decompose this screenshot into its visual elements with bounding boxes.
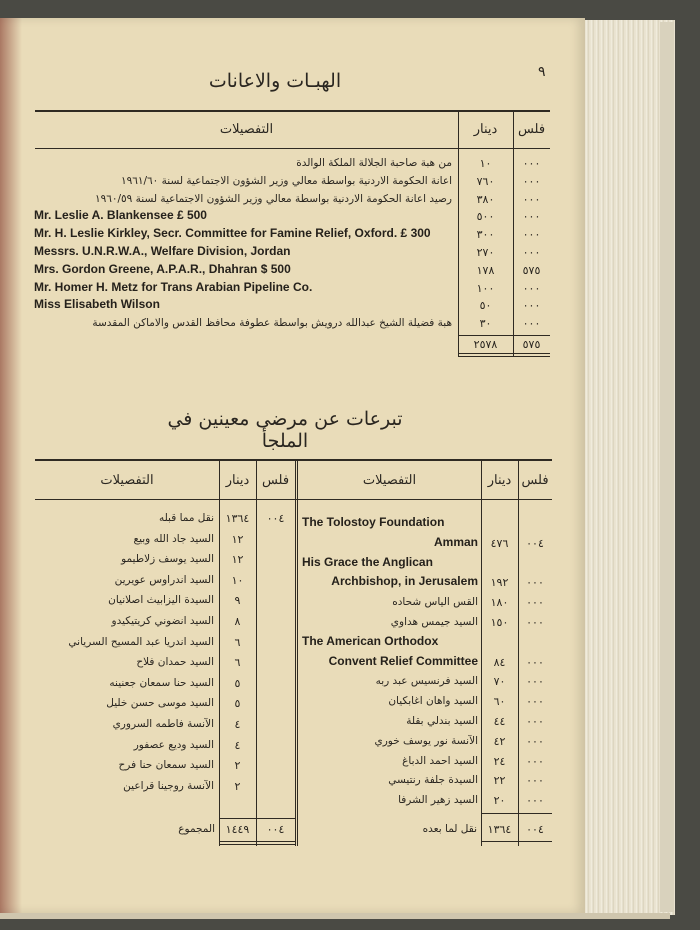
table2-right-fils-cell: ٠٠٠ — [526, 596, 544, 610]
table2-right-header-details: التفصيلات — [362, 473, 417, 488]
table1-detail-cell: Mr. Leslie A. Blankensee £ 500 — [34, 208, 207, 223]
table2-left-fils-cell: ٠٠٤ — [266, 512, 285, 525]
table2-top-rule — [35, 459, 552, 461]
table2-right-dinar-cell: ٢٠ — [493, 794, 506, 808]
table1-fils-cell: ٠٠٠ — [522, 174, 541, 188]
table2-left-dinar-cell: ١٢ — [231, 532, 244, 546]
table2-left-detail-cell: السيد سمعان حنا فرح — [118, 759, 214, 772]
table2-right-detail-line: القس الياس شحاده — [392, 596, 478, 609]
page-number: ٩ — [538, 64, 546, 80]
table2-right-fils-cell: ٠٠٠ — [526, 734, 544, 748]
table2-left-dinar-cell: ٥ — [234, 676, 241, 690]
table2-left-total-rule-bottom2 — [219, 844, 296, 845]
table2-right-dinar-cell: ٢٤ — [493, 754, 506, 768]
table2-left-dinar-cell: ٥ — [234, 697, 241, 711]
table1-detail-cell: Miss Elisabeth Wilson — [34, 297, 160, 312]
table2-right-fils-cell: ٠٠٠ — [526, 754, 544, 768]
table2-right-detail-line: Archbishop, in Jerusalem — [331, 574, 478, 589]
table2-left-col-rule-3 — [295, 461, 296, 846]
table2-left-dinar-cell: ٤ — [234, 718, 241, 731]
table1-fils-cell: ٠٠٠ — [522, 246, 541, 259]
table2-right-total-dinar: ١٣٦٤ — [487, 823, 512, 836]
table1-dinar-cell: ١٧٨ — [476, 263, 495, 277]
table2-right-dinar-cell: ٦٠ — [493, 695, 506, 709]
table2-right-detail-line: The American Orthodox — [302, 633, 439, 648]
table2-left-detail-cell: نقل مما قبله — [158, 512, 214, 524]
table2-right-fils-cell: ٠٠٠ — [526, 695, 544, 709]
table2-right-header-dinar: دينار — [487, 473, 512, 488]
table2-left-dinar-cell: ٢ — [234, 759, 241, 773]
table1-detail-cell: Messrs. U.N.R.W.A., Welfare Division, Jordan — [34, 244, 291, 258]
table2-left-detail-cell: السيدة اليزابيث اصلانيان — [108, 594, 214, 607]
table2-left-detail-cell: السيد جاد الله وبيع — [133, 532, 214, 545]
table2-left-detail-cell: السيد انضوني كريتيكيدو — [111, 615, 214, 627]
table2-left-total-fils: ٠٠٤ — [266, 823, 285, 836]
table2-right-fils-cell: ٠٠٤ — [526, 536, 544, 550]
table2-right-col-rule-2 — [518, 461, 519, 846]
table2-right-detail-line: السيد زهير الشرفا — [398, 794, 478, 807]
table2-left-detail-cell: السيد موسى حسن خليل — [106, 697, 214, 710]
table2-left-dinar-cell: ١٢ — [231, 553, 244, 567]
page-title: الهبـات والاعانات — [208, 70, 342, 92]
table2-right-fils-cell: ٠٠٠ — [526, 616, 544, 629]
table2-right-detail-line: السيد فرنسيس عبد ربه — [375, 675, 478, 688]
table2-right-total-rule-top — [481, 813, 552, 814]
table2-right-detail-line: Amman — [433, 534, 478, 549]
table2-right-fils-cell: ٠٠٠ — [526, 576, 544, 590]
table2-left-dinar-cell: ١٣٦٤ — [225, 512, 250, 525]
table2-right-detail-line: السيد جيمس هداوي — [390, 616, 478, 628]
table2-right-detail-line: Convent Relief Committee — [328, 653, 478, 668]
table1-fils-cell: ٠٠٠ — [522, 228, 541, 242]
table2-left-detail-cell: الآنسة روجينا قراعين — [123, 779, 214, 792]
table1-dinar-cell: ٣٠ — [479, 317, 492, 331]
table2-right-dinar-cell: ١٥٠ — [490, 616, 509, 629]
table2-left-dinar-cell: ٨ — [234, 615, 241, 628]
table2-left-detail-cell: السيد اندراوس عويرين — [114, 573, 214, 586]
table2-left-header-fils: فلس — [261, 473, 290, 488]
table1-dinar-cell: ٣٠٠ — [476, 228, 495, 242]
book-cover-edge — [660, 22, 674, 912]
table1-fils-cell: ٠٠٠ — [522, 317, 541, 331]
table2-right-fils-cell: ٠٠٠ — [526, 774, 544, 788]
table2-right-dinar-cell: ٤٢ — [493, 734, 506, 748]
table1-fils-cell: ٠٠٠ — [522, 210, 541, 224]
table1-total-rule-top — [458, 335, 550, 336]
table1-fils-cell: ٠٠٠ — [522, 299, 541, 313]
table2-right-dinar-cell: ٨٤ — [493, 655, 506, 669]
table1-fils-cell: ٠٠٠ — [522, 192, 541, 206]
table2-right-detail-line: الآنسة نور يوسف خوري — [374, 734, 478, 747]
table2-right-detail-line: His Grace the Anglican — [302, 554, 433, 569]
page-bottom-edge — [0, 913, 670, 919]
table1-fils-cell: ٠٠٠ — [522, 157, 541, 170]
table1-detail-cell: Mrs. Gordon Greene, A.P.A.R., Dhahran $ 500 — [34, 261, 291, 276]
table2-left-total-rule-bottom1 — [219, 841, 296, 842]
table2-left-detail-cell: الآنسة فاطمه السروري — [112, 718, 214, 730]
table1-fils-cell: ٠٠٠ — [522, 281, 541, 295]
table2-right-total-rule-bottom — [481, 841, 552, 842]
table2-left-dinar-cell: ٤ — [234, 738, 241, 752]
table2-left-total-dinar: ١٤٤٩ — [225, 823, 250, 836]
table2-right-detail-line: السيد واهان اغابكيان — [388, 695, 478, 708]
table2-divider — [297, 461, 298, 846]
table1-detail-cell: Mr. H. Leslie Kirkley, Secr. Committee for Famine Relief, Oxford. £ 300 — [34, 226, 431, 241]
table1-total-rule-bottom1 — [458, 353, 550, 354]
table1-dinar-cell: ٥٠ — [479, 299, 492, 313]
table1-header-fils: فلس — [517, 122, 546, 137]
spine-shadow — [0, 18, 22, 913]
table1-top-rule — [35, 110, 550, 112]
table2-right-dinar-cell: ٤٧٦ — [490, 536, 509, 550]
table2-right-detail-line: السيد احمد الدباغ — [402, 754, 478, 767]
table2-right-detail-line: السيد بندلي بقلة — [406, 715, 478, 727]
table1-dinar-cell: ٣٨٠ — [476, 192, 495, 206]
table2-right-detail-line: The Tolostoy Foundation — [302, 515, 445, 529]
table2-left-detail-cell: السيد حنا سمعان جعنينه — [109, 676, 214, 689]
table2-right-header-fils: فلس — [521, 473, 549, 488]
table1-header-details: التفصيلات — [219, 122, 274, 137]
table2-right-dinar-cell: ٧٠ — [493, 675, 506, 689]
table1-total-fils: ٥٧٥ — [522, 338, 541, 351]
table1-header-rule — [35, 148, 550, 149]
table2-right-fils-cell: ٠٠٠ — [526, 715, 544, 728]
table2-left-total-label: المجموع — [178, 823, 215, 835]
table2-right-total-label: نقل لما بعده — [422, 823, 477, 835]
table2-left-dinar-cell: ٦ — [234, 635, 241, 649]
table2-right-dinar-cell: ٤٤ — [493, 715, 506, 728]
section2-title: تبرعات عن مرضى معينين في الملجأ — [167, 408, 403, 452]
table2-right-fils-cell: ٠٠٠ — [526, 655, 544, 669]
table1-detail-cell: Mr. Homer H. Metz for Trans Arabian Pipeline Co. — [34, 279, 313, 294]
table1-detail-cell: من هبة صاحبة الجلالة الملكة الوالدة — [296, 157, 452, 169]
table1-dinar-cell: ٧٦٠ — [476, 174, 495, 188]
table1-detail-cell: اعانة الحكومة الاردنية بواسطة معالي وزير الشؤون الاجتماعية لسنة ١٩٦١/٦٠ — [120, 174, 452, 187]
table2-right-dinar-cell: ٢٢ — [493, 774, 506, 788]
table1-dinar-cell: ١٠٠ — [476, 281, 495, 295]
table2-right-fils-cell: ٠٠٠ — [526, 675, 544, 689]
table2-right-dinar-cell: ١٨٠ — [490, 596, 509, 610]
table1-dinar-cell: ٥٠٠ — [476, 210, 495, 224]
table2-right-total-fils: ٠٠٤ — [526, 823, 544, 836]
table2-left-dinar-cell: ٦ — [234, 656, 241, 670]
table2-left-header-details: التفصيلات — [100, 473, 154, 488]
table2-left-detail-cell: السيد يوسف زلاطيمو — [121, 553, 214, 566]
table1-fils-cell: ٥٧٥ — [522, 263, 541, 277]
table2-left-detail-cell: السيد اندريا عبد المسيح السرياني — [68, 635, 214, 648]
table2-left-header-dinar: دينار — [225, 473, 250, 488]
table2-left-dinar-cell: ١٠ — [231, 573, 244, 587]
table2-left-dinar-cell: ٩ — [234, 594, 241, 608]
table1-dinar-cell: ١٠ — [479, 157, 492, 170]
table2-left-detail-cell: السيد حمدان فلاح — [136, 656, 214, 669]
table1-detail-cell: رصيد اعانة الحكومة الاردنية بواسطة معالي وزير الشؤون الاجتماعية لسنة ١٩٦٠/٥٩ — [94, 192, 452, 205]
table2-left-total-rule-top — [219, 818, 296, 819]
table1-total-rule-bottom2 — [458, 356, 550, 357]
table2-right-dinar-cell: ١٩٢ — [490, 576, 509, 590]
table2-left-dinar-cell: ٢ — [234, 779, 241, 793]
table2-right-detail-line: السيدة جلفة رنتيسي — [388, 774, 478, 787]
table1-dinar-cell: ٢٧٠ — [476, 246, 495, 259]
table1-total-dinar: ٢٥٧٨ — [473, 338, 498, 351]
table1-header-dinar: دينار — [473, 122, 498, 137]
table2-right-col-rule-1 — [481, 461, 482, 846]
table2-left-detail-cell: السيد وديع عصفور — [133, 738, 214, 751]
table2-header-rule — [35, 499, 552, 500]
table1-detail-cell: هبة فضيلة الشيخ عبدالله درويش بواسطة عطوفة محافظ القدس والاماكن المقدسة — [92, 317, 452, 330]
table2-right-fils-cell: ٠٠٠ — [526, 794, 544, 808]
